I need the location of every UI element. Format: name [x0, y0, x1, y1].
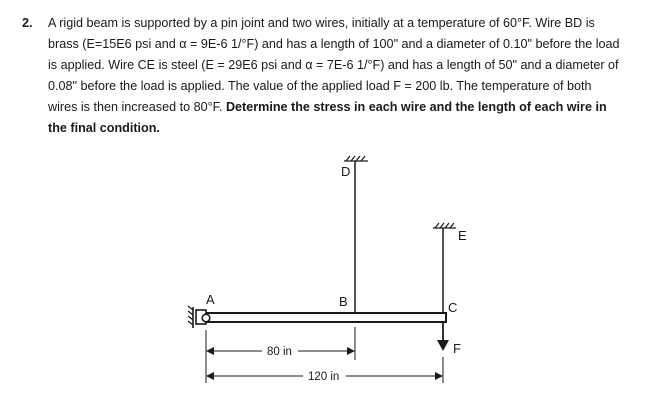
problem-line-2: brass (E=15E6 psi and α = 9E-6 1/°F) and has a length of 100" and a diameter of 0.10" before the load — [48, 37, 620, 51]
pin-support-icon — [188, 306, 210, 328]
problem-question: Determine the stress in each wire and the length of each wire in — [225, 100, 607, 114]
dimension-80 — [207, 346, 354, 358]
label-e: E — [458, 228, 467, 243]
problem-line-3: is applied. Wire CE is steel (E = 29E6 psi and α = 7E-6 1/°F) and has a length of 50" and a diameter of — [48, 58, 619, 72]
label-b: B — [339, 294, 348, 309]
dimension-120-label: 120 in — [308, 371, 340, 383]
label-a: A — [206, 292, 215, 307]
dimension-120 — [207, 371, 442, 383]
problem-line-1: A rigid beam is supported by a pin joint and two wires, initially at a temperature of 60°F. Wire BD is — [48, 16, 595, 30]
dimension-80-label: 80 in — [267, 346, 292, 358]
problem-number: 2. — [22, 16, 33, 30]
problem-line-5-plain: wires is then increased to 80°F. — [48, 100, 226, 114]
problem-line-4: 0.08" before the load is applied. The value of the applied load F = 200 lb. The temperature of both — [48, 79, 592, 93]
problem-line-6: the final condition. — [48, 121, 160, 135]
label-f: F — [453, 341, 461, 356]
label-d: D — [341, 164, 351, 179]
label-c: C — [448, 300, 458, 315]
support-d-ground-icon — [344, 156, 368, 161]
support-e-ground-icon — [433, 223, 456, 228]
rigid-beam — [206, 313, 446, 322]
load-f-arrow — [437, 322, 449, 351]
